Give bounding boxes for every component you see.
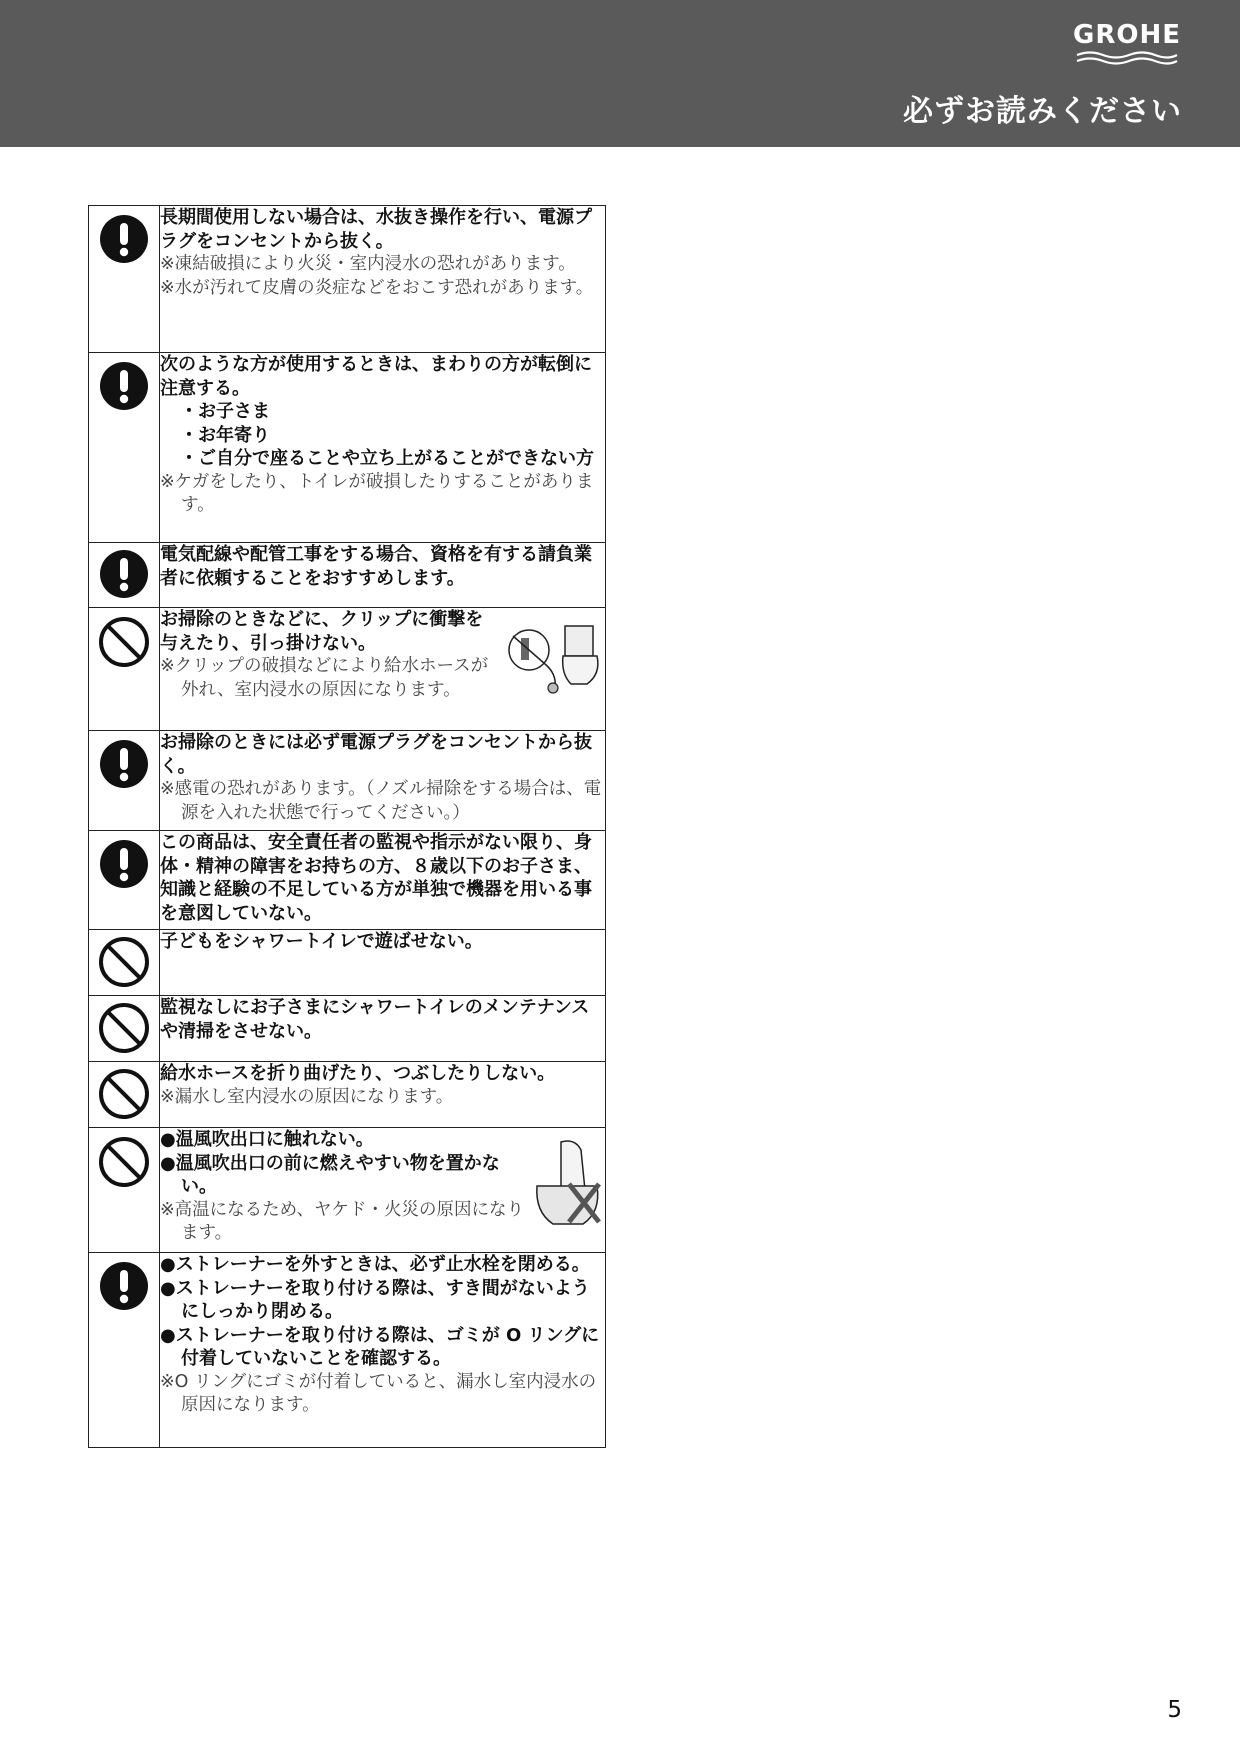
warning-row xyxy=(89,996,606,1062)
icon-cell xyxy=(89,353,160,543)
icon-cell xyxy=(89,996,160,1062)
icon-cell xyxy=(89,731,160,831)
warning-row xyxy=(89,831,606,930)
grohe-logo xyxy=(1072,20,1182,66)
warning-row xyxy=(89,1062,606,1128)
instruction-text: 監視なしにお子さまにシャワートイレのメンテナンスや清掃をさせない。 xyxy=(160,997,590,1042)
exclamation-circle-icon xyxy=(99,1261,149,1311)
warning-row xyxy=(89,1128,606,1253)
wave-logo-icon xyxy=(1075,50,1179,66)
warning-row xyxy=(89,353,606,543)
prohibition-icon xyxy=(98,616,150,668)
warning-table xyxy=(88,205,606,1448)
instruction-text: 子どもをシャワートイレで遊ばせない。 xyxy=(160,931,483,952)
instruction-text: お掃除のときなどに、クリップに衝撃を与えたり、引っ掛けない。 xyxy=(160,609,484,654)
exclamation-circle-icon xyxy=(99,361,149,411)
text-cell xyxy=(160,543,606,608)
toilet-crossed-illustration xyxy=(531,1136,605,1232)
text-cell xyxy=(160,353,606,543)
exclamation-circle-icon xyxy=(99,739,149,789)
note-text: ※感電の恐れがあります。（ノズル掃除をする場合は、電源を入れた状態で行ってください。） xyxy=(160,779,602,823)
icon-cell xyxy=(89,930,160,996)
exclamation-circle-icon xyxy=(99,214,149,264)
list-item: ・お子さま xyxy=(180,401,270,422)
list-item: ・お年寄り xyxy=(180,424,270,446)
page-number: 5 xyxy=(1167,1697,1182,1723)
warning-row xyxy=(89,930,606,996)
icon-cell xyxy=(89,608,160,731)
text-cell xyxy=(160,996,606,1062)
text-cell xyxy=(160,1253,606,1448)
icon-cell xyxy=(89,1253,160,1448)
list-item: ・ご自分で座ることや立ち上がることができない方 xyxy=(180,448,594,469)
exclamation-circle-icon xyxy=(99,549,149,599)
icon-cell xyxy=(89,1062,160,1128)
text-cell xyxy=(160,608,606,731)
toilet-clip-illustration xyxy=(505,616,605,696)
note-text: ※ケガをしたり、トイレが破損したりすることがあります。 xyxy=(160,471,594,515)
note-text: ※クリップの破損などにより給水ホースが外れ、室内浸水の原因になります。 xyxy=(160,656,489,700)
instruction-text: 長期間使用しない場合は、水抜き操作を行い、電源プラグをコンセントから抜く。 xyxy=(160,207,592,252)
warning-row xyxy=(89,608,606,731)
note-text: ※水が汚れて皮膚の炎症などをおこす恐れがあります。 xyxy=(160,277,594,298)
list-item: ●温風吹出口に触れない。 xyxy=(160,1129,374,1150)
warning-row xyxy=(89,731,606,831)
icon-cell xyxy=(89,543,160,608)
brand-name: GROHE xyxy=(1073,20,1181,50)
note-text: ※高温になるため、ヤケド・火災の原因になります。 xyxy=(160,1199,524,1243)
text-cell xyxy=(160,731,606,831)
prohibition-icon xyxy=(98,1136,150,1188)
icon-cell xyxy=(89,831,160,930)
page-title: 必ずお読みください xyxy=(903,94,1182,129)
warning-row xyxy=(89,1253,606,1448)
warning-row xyxy=(89,543,606,608)
instruction-text: 給水ホースを折り曲げたり、つぶしたりしない。 xyxy=(160,1063,556,1084)
icon-cell xyxy=(89,1128,160,1253)
text-cell xyxy=(160,930,606,996)
prohibition-icon xyxy=(98,936,150,988)
text-cell xyxy=(160,1062,606,1128)
note-text: ※漏水し室内浸水の原因になります。 xyxy=(160,1086,454,1107)
text-cell xyxy=(160,1128,606,1253)
page-header xyxy=(0,0,1240,147)
prohibition-icon xyxy=(98,1002,150,1054)
warning-row xyxy=(89,206,606,353)
prohibition-icon xyxy=(98,1068,150,1120)
instruction-text: お掃除のときには必ず電源プラグをコンセントから抜く。 xyxy=(160,732,592,777)
instruction-text: 次のような方が使用するときは、まわりの方が転倒に注意する。 xyxy=(160,354,592,399)
list-item: ●温風吹出口の前に燃えやすい物を置かない。 xyxy=(160,1152,500,1197)
list-item: ●ストレーナーを取り付ける際は、すき間がないようにしっかり閉める。 xyxy=(160,1277,590,1322)
icon-cell xyxy=(89,206,160,353)
note-text: ※O リングにゴミが付着していると、漏水し室内浸水の原因になります。 xyxy=(160,1371,597,1415)
exclamation-circle-icon xyxy=(99,839,149,889)
note-text: ※凍結破損により火災・室内浸水の恐れがあります。 xyxy=(160,254,576,274)
instruction-text: 電気配線や配管工事をする場合、資格を有する請負業者に依頼することをおすすめします。 xyxy=(160,544,592,589)
list-item: ●ストレーナーを外すときは、必ず止水栓を閉める。 xyxy=(160,1254,590,1275)
instruction-text: この商品は、安全責任者の監視や指示がない限り、身体・精神の障害をお持ちの方、８歳以下のお子さま、知識と経験の不足している方が単独で機器を用いる事を意図していない。 xyxy=(160,832,592,924)
text-cell xyxy=(160,206,606,353)
text-cell xyxy=(160,831,606,930)
list-item: ●ストレーナーを取り付ける際は、ゴミが O リングに付着していないことを確認する。 xyxy=(160,1324,600,1369)
